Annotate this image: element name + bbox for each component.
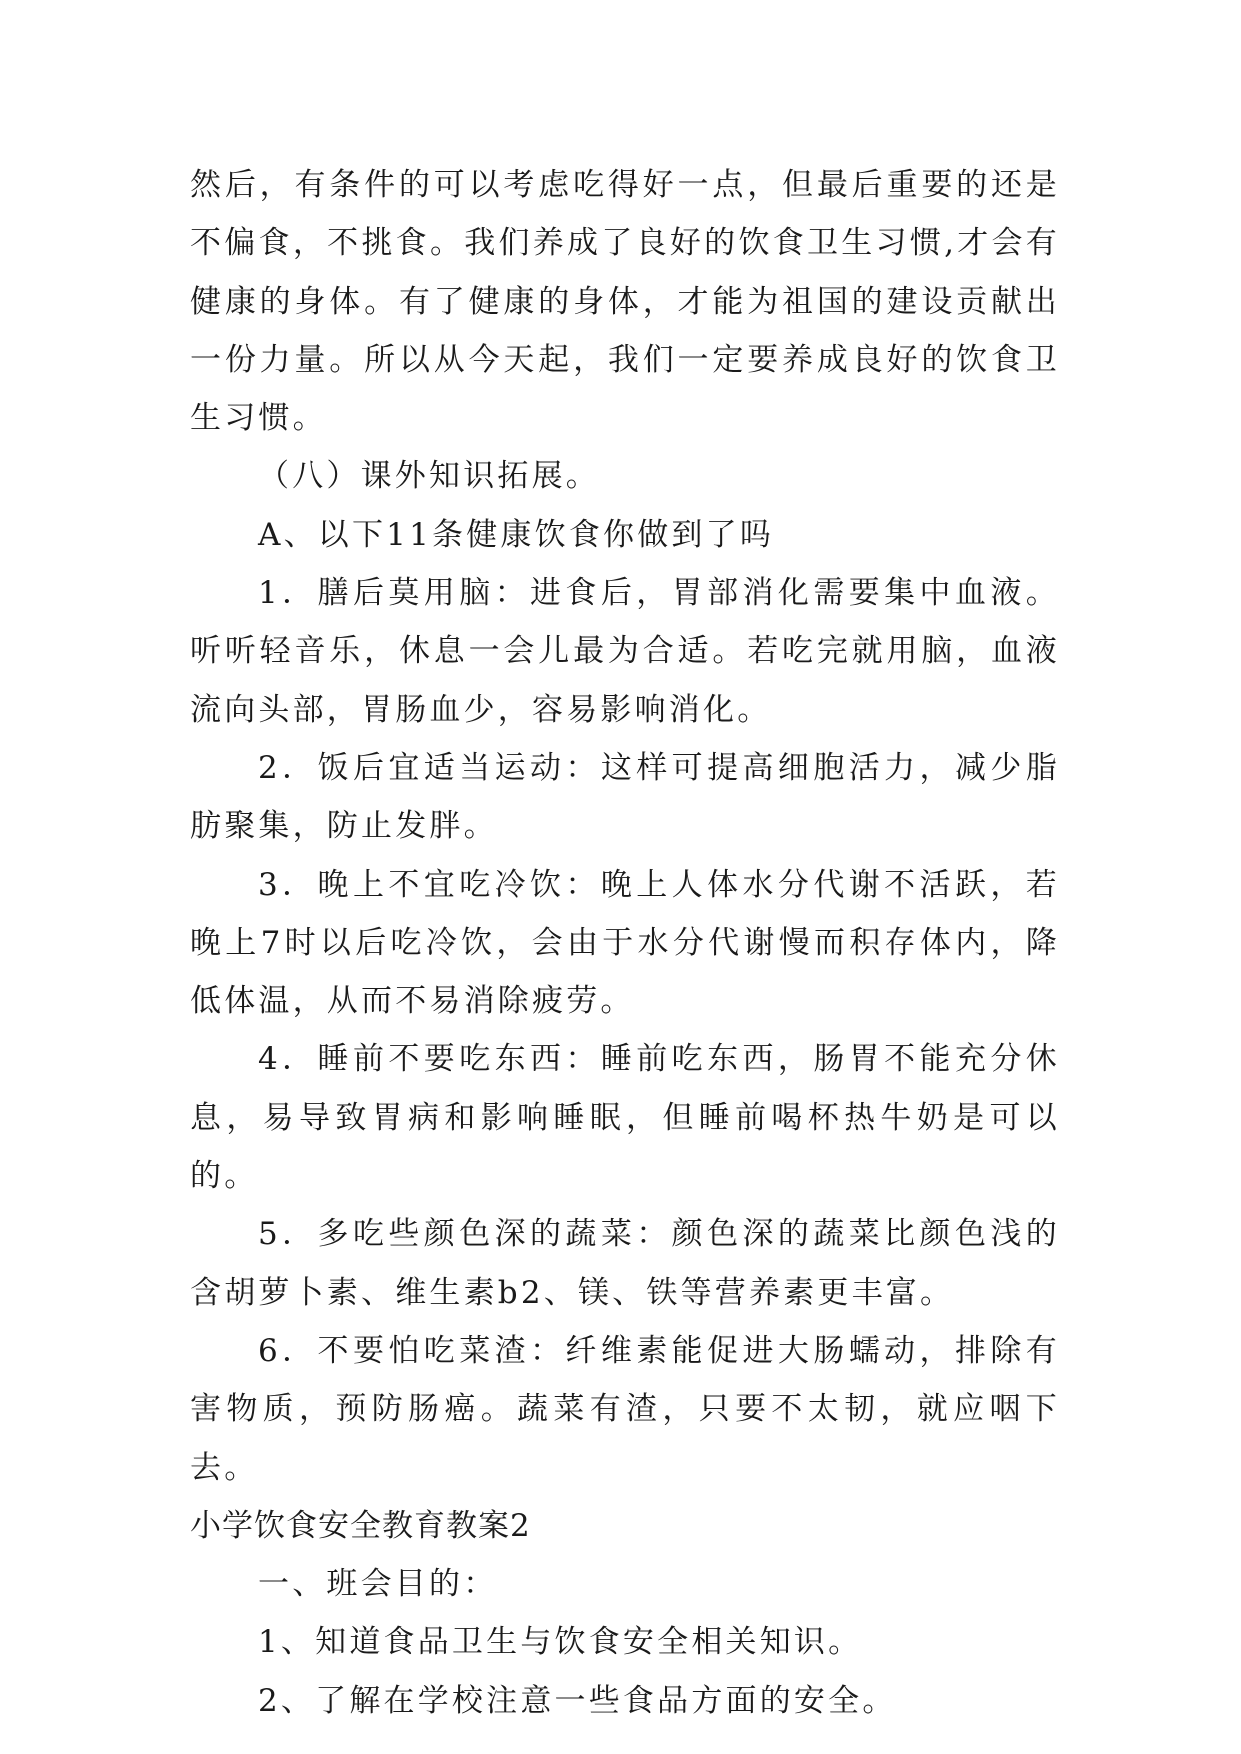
paragraph-tip-3: 3．晚上不宜吃冷饮：晚上人体水分代谢不活跃，若晚上7时以后吃冷饮，会由于水分代谢慢而积存体内，降低体温，从而不易消除疲劳。 (190, 866, 1060, 1020)
section-title: 小学饮食安全教育教案2 (190, 1507, 531, 1544)
paragraph-tip-5: 5．多吃些颜色深的蔬菜：颜色深的蔬菜比颜色浅的含胡萝卜素、维生素b2、镁、铁等营养素更丰富。 (190, 1216, 1060, 1311)
paragraph-goal-2: 2、了解在学校注意一些食品方面的安全。 (258, 1682, 897, 1719)
paragraph-list-a-heading: A、以下11条健康饮食你做到了吗 (258, 516, 775, 553)
paragraph-section-8-heading: （八）课外知识拓展。 (258, 458, 600, 495)
paragraph-goal-1: 1、知道食品卫生与饮食安全相关知识。 (258, 1624, 863, 1661)
paragraph-goal-heading: 一、班会目的： (258, 1566, 498, 1603)
paragraph-intro-continued: 然后，有条件的可以考虑吃得好一点，但最后重要的还是不偏食，不挑食。我们养成了良好的饮食卫生习惯,才会有健康的身体。有了健康的身体，才能为祖国的建设贡献出一份力量。所以从今天起，我们一定要养成良好的饮食卫生习惯。 (190, 167, 1060, 437)
paragraph-tip-1: 1．膳后莫用脑：进食后，胃部消化需要集中血液。听听轻音乐，休息一会儿最为合适。若吃完就用脑，血液流向头部，胃肠血少，容易影响消化。 (190, 575, 1060, 728)
paragraph-tip-4: 4．睡前不要吃东西：睡前吃东西，肠胃不能充分休息，易导致胃病和影响睡眠，但睡前喝杯热牛奶是可以的。 (190, 1041, 1060, 1195)
paragraph-tip-6: 6．不要怕吃菜渣：纤维素能促进大肠蠕动，排除有害物质，预防肠癌。蔬菜有渣，只要不太韧，就应咽下去。 (190, 1332, 1060, 1486)
paragraph-tip-2: 2．饭后宜适当运动：这样可提高细胞活力，减少脂肪聚集，防止发胖。 (190, 749, 1060, 845)
document-body (190, 156, 1060, 1730)
